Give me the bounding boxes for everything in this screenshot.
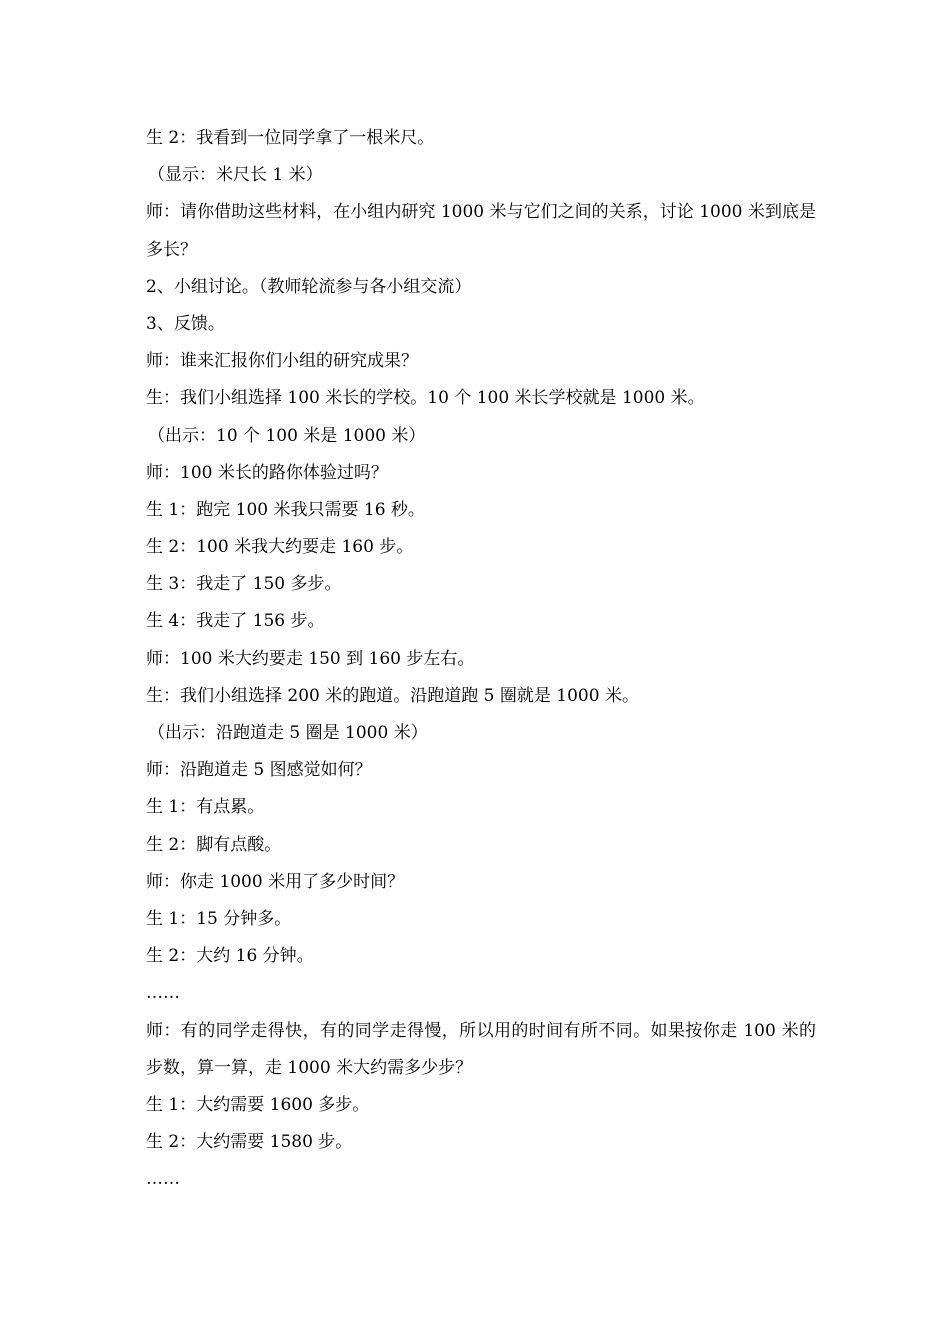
paragraph-line: 生 2：脚有点酸。 — [146, 834, 282, 855]
paragraph-line: （显示：米尺长 1 米） — [148, 165, 323, 186]
ellipsis-line: …… — [146, 1169, 180, 1190]
paragraph-line: 生 1：有点累。 — [146, 797, 265, 818]
document-body — [146, 120, 816, 1199]
paragraph-line: 师：100 米大约要走 150 到 160 步左右。 — [146, 648, 475, 669]
paragraph-line: 3、反馈。 — [146, 313, 225, 334]
paragraph-line: 生 1：15 分钟多。 — [146, 908, 292, 929]
paragraph-line: 生 2：100 米我大约要走 160 步。 — [146, 537, 414, 558]
paragraph-line: 师：你走 1000 米用了多少时间？ — [146, 871, 405, 892]
paragraph-line: （出示：沿跑道走 5 圈是 1000 米） — [148, 723, 428, 744]
paragraph-line: 师：请你借助这些材料，在小组内研究 1000 米与它们之间的关系，讨论 1000 米到底是多长？ — [146, 202, 816, 260]
ellipsis-line: …… — [146, 983, 180, 1004]
paragraph-line: 生 1：跑完 100 米我只需要 16 秒。 — [146, 499, 425, 520]
paragraph-line: 生 1：大约需要 1600 多步。 — [146, 1094, 370, 1115]
paragraph-line: 生 2：大约 16 分钟。 — [146, 946, 314, 967]
paragraph-line: 生 2：大约需要 1580 步。 — [146, 1132, 353, 1153]
paragraph-line: 生：我们小组选择 100 米长的学校。10 个 100 米长学校就是 1000 米。 — [146, 388, 705, 409]
paragraph-line: 生 4：我走了 156 步。 — [146, 611, 325, 632]
paragraph-line: 生 3：我走了 150 多步。 — [146, 574, 342, 595]
paragraph-line: 师：100 米长的路你体验过吗？ — [146, 462, 388, 483]
paragraph-line: 师：谁来汇报你们小组的研究成果？ — [146, 351, 418, 372]
paragraph-line: 师：沿跑道走 5 图感觉如何？ — [146, 760, 372, 781]
paragraph-line: 2、小组讨论。（教师轮流参与各小组交流） — [146, 276, 472, 297]
paragraph-line: 生 2：我看到一位同学拿了一根米尺。 — [146, 128, 435, 148]
paragraph-line: 师：有的同学走得快，有的同学走得慢，所以用的时间有所不同。如果按你走 100 米的步数，算一算，走 1000 米大约需多少步？ — [146, 1020, 816, 1078]
paragraph-line: 生：我们小组选择 200 米的跑道。沿跑道跑 5 圈就是 1000 米。 — [146, 685, 639, 706]
paragraph-line: （出示：10 个 100 米是 1000 米） — [148, 425, 426, 446]
